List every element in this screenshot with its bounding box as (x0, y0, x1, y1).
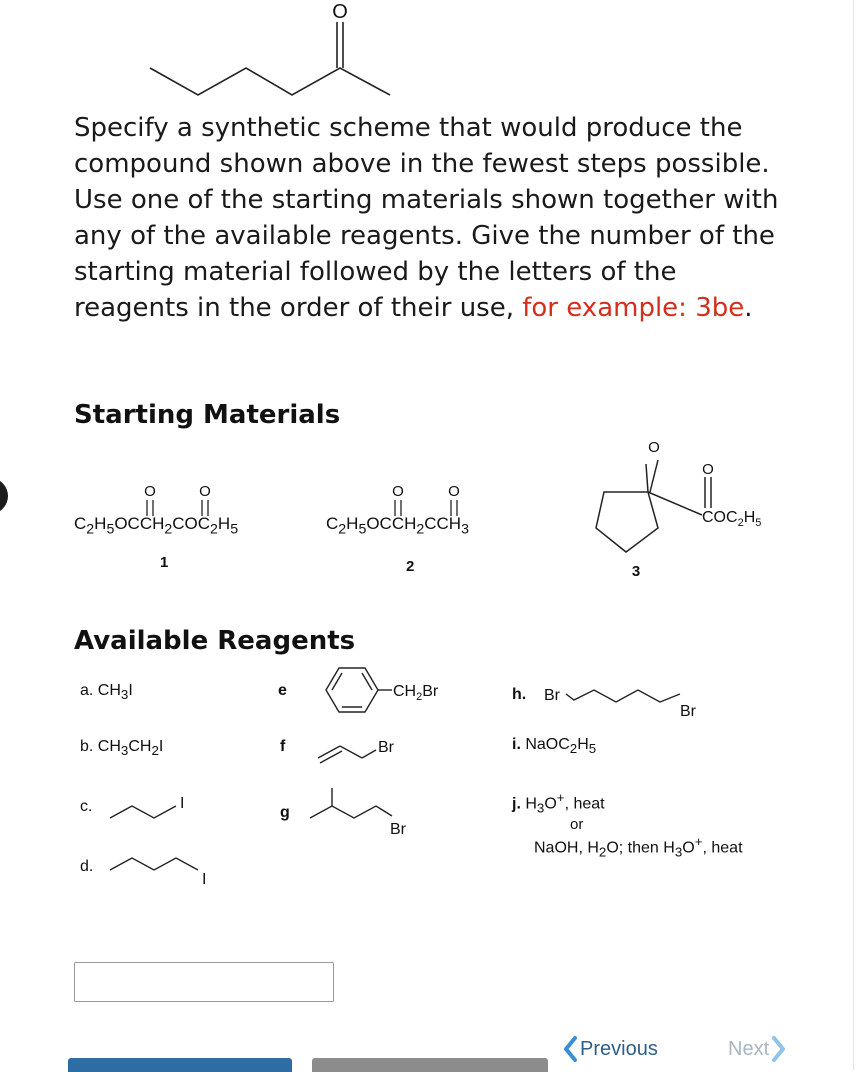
reagent-j-or: or (570, 816, 584, 833)
reagent-h (508, 680, 718, 720)
reagent-f-letter: f (280, 738, 286, 755)
answer-input[interactable] (74, 962, 334, 1002)
reagent-a-letter: a. (80, 682, 94, 699)
sm1-carbonyls (74, 478, 294, 518)
reagent-c (78, 788, 228, 828)
reagent-e-label: $CH_2Br$ (393, 683, 439, 703)
reagent-d-iodine: I (202, 871, 207, 888)
sm2-carbonyls (326, 478, 526, 518)
reagent-j-letter: j. (512, 795, 521, 813)
example-hint: for example: 3be (522, 293, 745, 323)
previous-label: Previous (580, 1037, 658, 1060)
reagent-g-bromine: Br (390, 821, 406, 838)
reagent-e-letter: e (278, 682, 287, 699)
sm2-carbonyl-o-2: O (448, 483, 460, 500)
left-edge-tab (0, 478, 8, 514)
reagent-c-letter: c. (80, 798, 93, 815)
reagent-f (276, 730, 436, 770)
target-molecule (140, 0, 420, 105)
target-oxygen: O (332, 1, 348, 23)
reagent-e (276, 660, 476, 720)
reagent-i: i. $NaOC_2H_5$ (512, 736, 597, 757)
sm2-number: 2 (406, 558, 415, 575)
reagent-h-letter: h. (512, 686, 527, 703)
reagent-c-iodine: I (180, 795, 185, 812)
chevron-right-icon (771, 1036, 787, 1062)
reagent-c-structure (108, 788, 218, 828)
reagent-j-alternative: NaOH, $H_2O$; then $H_3O^+$, heat (534, 834, 743, 860)
starting-material-2 (326, 478, 526, 578)
reagent-g (276, 786, 446, 846)
reagent-h-bromine-right: Br (680, 703, 696, 720)
reagent-f-bromine: Br (378, 739, 394, 756)
reagent-d-structure (108, 850, 248, 890)
reagent-d (78, 850, 248, 890)
right-border (853, 0, 854, 1070)
chevron-left-icon (562, 1036, 578, 1062)
starting-materials-heading: Starting Materials (74, 400, 341, 430)
question-body: Specify a synthetic scheme that would produce the compound shown above in the fewest steps possible. Use one of the starting materials shown together with any of the available reagents. Give the number of the starting material followed by the letters of the reagents in the order of their use, (74, 113, 779, 323)
sm3-number: 3 (631, 563, 641, 580)
next-label: Next (728, 1037, 770, 1060)
sm3-ester-label: $COC_2H_5$ (702, 509, 762, 529)
sm2-formula: $C_2H_5OCCH_2CCH_3$ (326, 514, 469, 538)
sm1-number: 1 (160, 554, 169, 571)
sm1-carbonyl-o-1: O (144, 483, 156, 500)
next-button[interactable] (728, 1036, 787, 1062)
reagent-d-letter: d. (80, 858, 94, 875)
sm1-formula: $C_2H_5OCCH_2COC_2H_5$ (74, 514, 239, 538)
reagent-b: b. $CH_3CH_2I$ (80, 738, 164, 759)
question-text (74, 110, 794, 326)
reagent-a: a. $CH_3I$ (80, 682, 133, 703)
starting-material-3 (590, 430, 790, 580)
reagent-g-letter: g (280, 804, 290, 821)
available-reagents-heading: Available Reagents (74, 626, 356, 656)
reagent-f-structure (312, 730, 432, 770)
sm3-ketone-o: O (648, 439, 660, 456)
sm2-carbonyl-o-1: O (392, 483, 404, 500)
reagent-h-bromine-left: Br (544, 687, 560, 704)
reagent-i-letter: i. (512, 736, 521, 753)
reagent-g-structure (306, 786, 446, 846)
reagent-e-structure (312, 660, 482, 720)
question-period: . (744, 293, 753, 323)
reagent-b-letter: b. (80, 738, 94, 755)
sm1-carbonyl-o-2: O (199, 483, 211, 500)
reagent-j: j. $H_3O^+$, heat (512, 790, 605, 816)
starting-material-1 (74, 478, 294, 578)
reagent-h-structure (542, 680, 718, 720)
previous-button[interactable] (562, 1036, 658, 1062)
sm3-ester-o: O (702, 461, 714, 478)
